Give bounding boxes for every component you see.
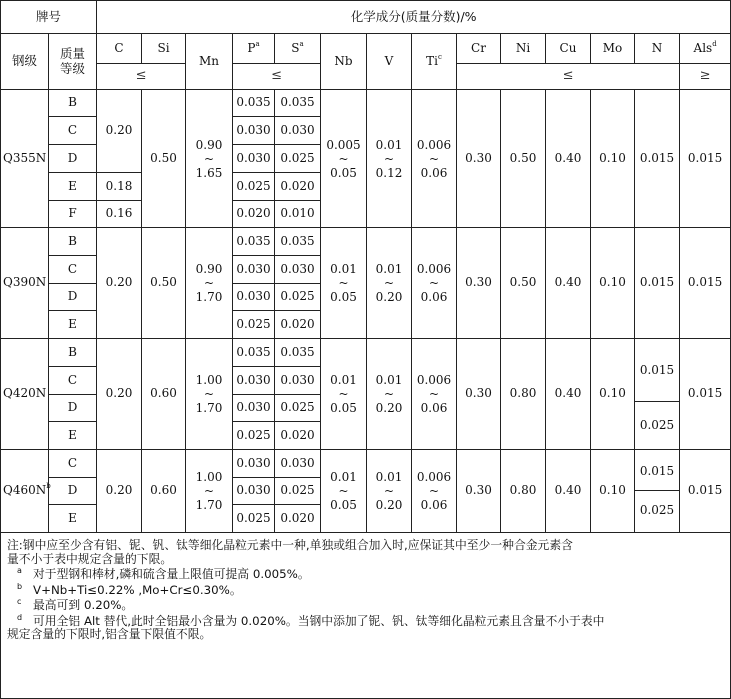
ni-value: 0.80 [501, 450, 546, 533]
ni-value: 0.80 [501, 339, 546, 450]
quality-grade: E [49, 422, 97, 450]
quality-grade: D [49, 395, 97, 422]
v-min: 0.01 [375, 470, 403, 484]
element-si-header: Si [142, 34, 186, 64]
range-sep: ~ [203, 151, 215, 166]
v-min: 0.01 [375, 262, 403, 276]
element-n-header: N [635, 34, 680, 64]
mn-range [186, 228, 233, 339]
mn-min: 1.00 [195, 373, 223, 387]
v-range [367, 339, 412, 450]
quality-grade: F [49, 201, 97, 228]
s-value: 0.030 [275, 117, 321, 145]
mn-range [186, 90, 233, 228]
cr-value: 0.30 [457, 228, 501, 339]
range-sep: ~ [203, 387, 215, 401]
p-value: 0.030 [233, 395, 275, 422]
quality-grade: C [49, 367, 97, 395]
s-value: 0.010 [275, 201, 321, 228]
s-value: 0.035 [275, 339, 321, 367]
ti-min: 0.006 [416, 373, 452, 387]
als-value: 0.015 [680, 450, 731, 533]
nb-range [321, 228, 367, 339]
quality-grade: C [49, 450, 97, 478]
range-sep: ~ [338, 276, 349, 290]
element-cu-header: Cu [546, 34, 591, 64]
v-max: 0.12 [375, 165, 403, 180]
p-value: 0.030 [233, 478, 275, 505]
mn-min: 0.90 [195, 262, 223, 276]
s-value: 0.025 [275, 395, 321, 422]
n-value: 0.015 [635, 228, 680, 339]
element-mn-header: Mn [186, 34, 233, 90]
c-value: 0.20 [97, 339, 142, 450]
range-sep: ~ [338, 151, 349, 166]
footnote-b-marker: b [46, 482, 51, 491]
v-max: 0.20 [375, 498, 403, 512]
p-value: 0.035 [233, 228, 275, 256]
n-range [635, 450, 680, 533]
s-value: 0.020 [275, 311, 321, 339]
ti-min: 0.006 [416, 262, 452, 276]
c-value: 0.20 [97, 450, 142, 533]
element-c-header: C [97, 34, 142, 64]
p-value: 0.030 [233, 450, 275, 478]
mn-max: 1.65 [195, 165, 223, 180]
ti-max: 0.06 [420, 498, 448, 512]
p-value: 0.030 [233, 145, 275, 173]
grade-q460n [1, 450, 49, 533]
element-s-header [275, 34, 321, 64]
p-value: 0.020 [233, 201, 275, 228]
s-value: 0.025 [275, 478, 321, 505]
ti-range [412, 90, 457, 228]
s-value: 0.020 [275, 505, 321, 533]
p-value: 0.025 [233, 505, 275, 533]
range-sep: ~ [383, 484, 395, 498]
steel-grade-header: 钢级 [1, 34, 49, 90]
ni-value: 0.50 [501, 90, 546, 228]
p-value: 0.035 [233, 339, 275, 367]
footnote-c [7, 597, 724, 613]
mn-range [186, 339, 233, 450]
s-value: 0.025 [275, 284, 321, 311]
c-value: 0.16 [97, 201, 142, 228]
p-value: 0.030 [233, 256, 275, 284]
mn-max: 1.70 [195, 498, 223, 512]
range-sep: ~ [428, 276, 440, 290]
footnote-a-marker: a [299, 39, 304, 48]
range-sep: ~ [383, 151, 395, 166]
element-v-header: V [367, 34, 412, 90]
ti-min: 0.006 [416, 137, 452, 152]
s-value: 0.035 [275, 90, 321, 117]
quality-grade-header [49, 34, 97, 90]
mn-min: 1.00 [195, 470, 223, 484]
footnote-d-line2: 规定含量的下限时,铝含量下限值不限。 [7, 627, 212, 642]
quality-grade: B [49, 228, 97, 256]
v-min: 0.01 [375, 137, 403, 152]
footnote-a-mark: a [17, 566, 22, 576]
ti-range [412, 228, 457, 339]
footnote-d-mark: d [17, 612, 23, 622]
si-value: 0.50 [142, 228, 186, 339]
quality-grade-header-line2: 等级 [60, 60, 86, 76]
element-ni-header: Ni [501, 34, 546, 64]
p-value: 0.025 [233, 173, 275, 201]
nb-min: 0.005 [326, 137, 361, 152]
element-p-header [233, 34, 275, 64]
cu-value: 0.40 [546, 90, 591, 228]
element-p-label: P [247, 40, 256, 55]
mn-max: 1.70 [195, 290, 223, 304]
grade-q390n: Q390N [1, 228, 49, 339]
table-notes [1, 533, 731, 699]
footnote-d-text: 可用全铝 Alt 替代,此时全铝最小含量为 0.020%。当钢中添加了铌、钒、钛等细化晶粒元素且含量不小于表中 [33, 613, 605, 628]
element-nb-header: Nb [321, 34, 367, 90]
s-value: 0.020 [275, 173, 321, 201]
mn-max: 1.70 [195, 401, 223, 415]
v-range [367, 228, 412, 339]
le-symbol-p-s: ≤ [233, 64, 321, 90]
mo-value: 0.10 [591, 450, 635, 533]
mo-value: 0.10 [591, 90, 635, 228]
nb-min: 0.01 [330, 470, 357, 484]
element-s-label: S [291, 40, 300, 55]
ti-max: 0.06 [420, 401, 448, 415]
element-ti-label: Ti [426, 53, 438, 68]
footnote-b [7, 582, 724, 598]
als-value: 0.015 [680, 228, 731, 339]
n-upper: 0.025 [639, 503, 675, 517]
footnote-a-text: 对于型钢和棒材,磷和硫含量上限值可提高 0.005%。 [33, 567, 310, 582]
range-sep: ~ [203, 276, 215, 290]
cr-value: 0.30 [457, 450, 501, 533]
n-lower: 0.015 [635, 339, 679, 402]
v-max: 0.20 [375, 290, 403, 304]
ti-min: 0.006 [416, 470, 452, 484]
nb-range [321, 90, 367, 228]
cu-value: 0.40 [546, 339, 591, 450]
mo-value: 0.10 [591, 228, 635, 339]
footnote-c-text: 最高可到 0.20%。 [33, 598, 134, 613]
nb-max: 0.05 [330, 401, 357, 415]
quality-grade: E [49, 311, 97, 339]
p-value: 0.030 [233, 284, 275, 311]
nb-max: 0.05 [330, 290, 357, 304]
v-range [367, 450, 412, 533]
cu-value: 0.40 [546, 228, 591, 339]
quality-grade: D [49, 145, 97, 173]
element-als-label: Als [693, 40, 713, 55]
footnote-d [7, 613, 724, 629]
quality-grade: B [49, 339, 97, 367]
footnote-a-marker: a [255, 39, 260, 48]
grade-q460n-label: Q460N [3, 483, 47, 498]
footnote-b-text: V+Nb+Ti≤0.22% ,Mo+Cr≤0.30%。 [33, 582, 242, 597]
si-value: 0.50 [142, 90, 186, 228]
c-value: 0.20 [97, 90, 142, 173]
nb-min: 0.01 [330, 373, 357, 387]
nb-max: 0.05 [330, 498, 357, 512]
quality-grade: C [49, 256, 97, 284]
brand-header: 牌号 [1, 1, 97, 34]
n-value: 0.015 [635, 90, 680, 228]
ti-range [412, 450, 457, 533]
nb-min: 0.01 [330, 262, 357, 276]
range-sep: ~ [428, 151, 440, 166]
als-value: 0.015 [680, 90, 731, 228]
ti-range [412, 339, 457, 450]
range-sep: ~ [383, 276, 395, 290]
grade-q420n: Q420N [1, 339, 49, 450]
ni-value: 0.50 [501, 228, 546, 339]
c-value: 0.20 [97, 228, 142, 339]
s-value: 0.020 [275, 422, 321, 450]
le-symbol-cr-n: ≤ [457, 64, 680, 90]
c-value: 0.18 [97, 173, 142, 201]
footnote-b-mark: b [17, 581, 23, 591]
n-upper: 0.025 [639, 418, 675, 432]
quality-grade: E [49, 173, 97, 201]
ti-max: 0.06 [420, 165, 448, 180]
footnote-a [7, 566, 724, 582]
footnote-c-mark: c [17, 597, 22, 607]
p-value: 0.025 [233, 422, 275, 450]
composition-header: 化学成分(质量分数)/% [97, 1, 731, 34]
n-lower: 0.015 [635, 453, 679, 491]
s-value: 0.025 [275, 145, 321, 173]
element-mo-header: Mo [591, 34, 635, 64]
als-value: 0.015 [680, 339, 731, 450]
range-sep: ~ [428, 484, 440, 498]
si-value: 0.60 [142, 339, 186, 450]
range-sep: ~ [428, 387, 440, 401]
nb-range [321, 339, 367, 450]
n-range [635, 339, 680, 450]
p-value: 0.030 [233, 117, 275, 145]
element-als-header [680, 34, 731, 64]
nb-range [321, 450, 367, 533]
quality-grade-header-line1: 质量 [60, 46, 86, 62]
footnote-d-marker: d [712, 39, 717, 48]
quality-grade: D [49, 284, 97, 311]
grade-q355n: Q355N [1, 90, 49, 228]
note-main-line1: 注:钢中应至少含有铝、铌、钒、钛等细化晶粒元素中一种,单独或组合加入时,应保证其中至少一种合金元素含 [7, 538, 573, 552]
v-range [367, 90, 412, 228]
element-ti-header [412, 34, 457, 90]
range-sep: ~ [383, 387, 395, 401]
nb-max: 0.05 [330, 165, 357, 180]
s-value: 0.035 [275, 228, 321, 256]
footnote-c-marker: c [437, 52, 442, 61]
si-value: 0.60 [142, 450, 186, 533]
p-value: 0.030 [233, 367, 275, 395]
s-value: 0.030 [275, 256, 321, 284]
range-sep: ~ [338, 484, 349, 498]
mn-range [186, 450, 233, 533]
mo-value: 0.10 [591, 339, 635, 450]
v-min: 0.01 [375, 373, 403, 387]
s-value: 0.030 [275, 450, 321, 478]
p-value: 0.035 [233, 90, 275, 117]
ge-symbol-als: ≥ [680, 64, 731, 90]
le-symbol-c-si: ≤ [97, 64, 186, 90]
quality-grade: D [49, 478, 97, 505]
p-value: 0.025 [233, 311, 275, 339]
quality-grade: E [49, 505, 97, 533]
cr-value: 0.30 [457, 90, 501, 228]
range-sep: ~ [338, 387, 349, 401]
range-sep: ~ [203, 484, 215, 498]
ti-max: 0.06 [420, 290, 448, 304]
element-cr-header: Cr [457, 34, 501, 64]
v-max: 0.20 [375, 401, 403, 415]
quality-grade: C [49, 117, 97, 145]
cr-value: 0.30 [457, 339, 501, 450]
quality-grade: B [49, 90, 97, 117]
mn-min: 0.90 [195, 137, 223, 152]
cu-value: 0.40 [546, 450, 591, 533]
s-value: 0.030 [275, 367, 321, 395]
note-main-line2: 量不小于表中规定含量的下限。 [7, 551, 173, 566]
